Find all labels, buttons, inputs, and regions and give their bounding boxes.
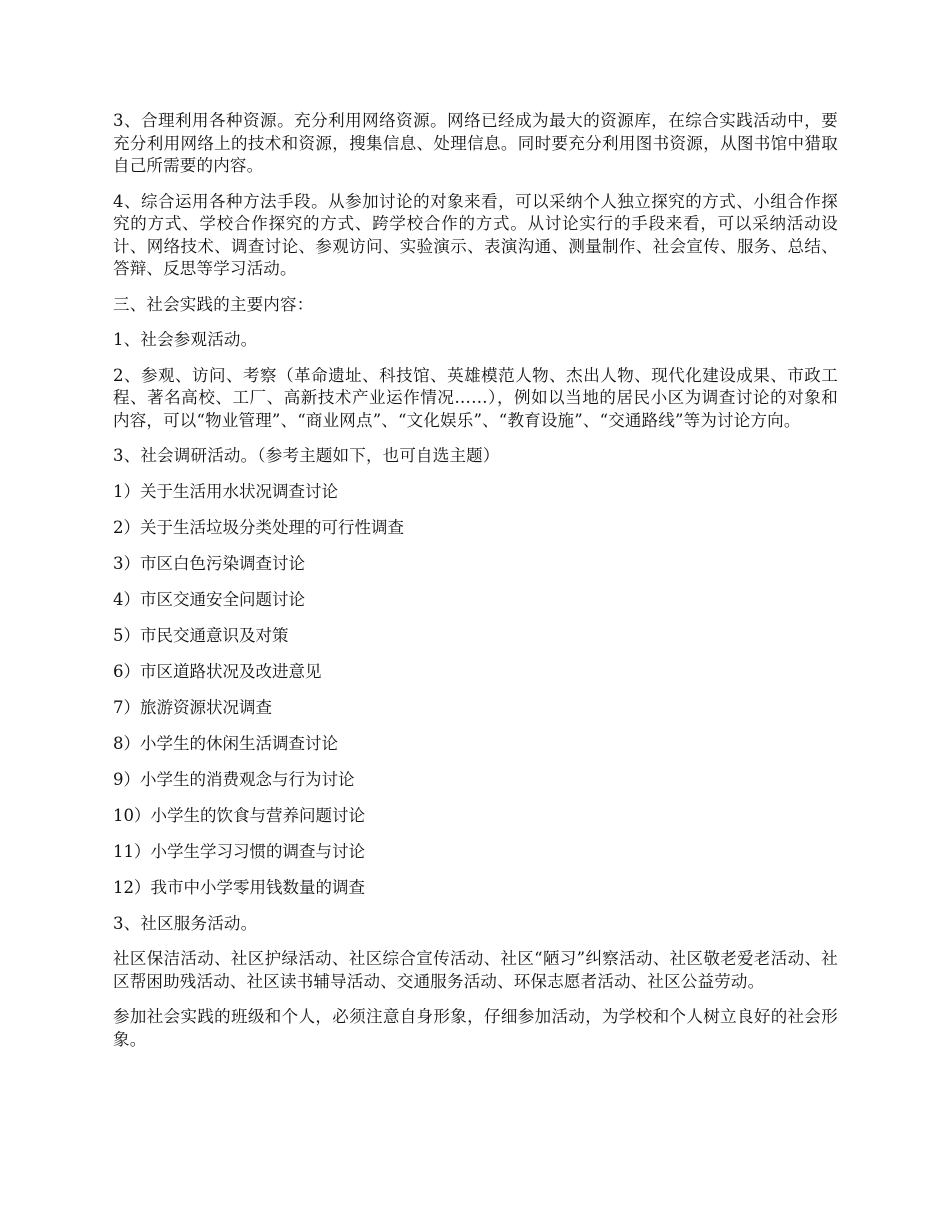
paragraph-community-service: 3、社区服务活动。 [113,913,258,933]
list-item: 1）关于生活用水状况调查讨论 [113,481,338,501]
list-item: 7）旅游资源状况调查 [113,697,272,717]
list-item: 2）关于生活垃圾分类处理的可行性调查 [113,517,404,537]
list-item: 11）小学生学习习惯的调查与讨论 [113,841,365,861]
list-item: 5）市民交通意识及对策 [113,625,289,645]
list-item: 10）小学生的饮食与营养问题讨论 [113,805,365,825]
list-item: 6）市区道路状况及改进意见 [113,661,322,681]
paragraph-social-visit: 1、社会参观活动。 [113,330,258,349]
list-item: 3）市区白色污染调查讨论 [113,553,305,573]
list-item: 9）小学生的消费观念与行为讨论 [113,769,355,789]
paragraph-community-activities: 社区保洁活动、社区护绿活动、社区综合宣传活动、社区“陋习”纠察活动、社区敬老爱老活动、社区帮困助残活动、社区读书辅导活动、交通服务活动、环保志愿者活动、社区公益劳动。 [113,949,838,991]
paragraph-methods: 4、综合运用各种方法手段。从参加讨论的对象来看，可以采纳个人独立探究的方式、小组合作探究的方式、学校合作探究的方式、跨学校合作的方式。从讨论实行的手段来看，可以采纳活动设计、网络技术、调查讨论、参观访问、实验演示、表演沟通、测量制作、社会宣传、服务、总结、答辩、反思等学习活动。 [113,191,838,278]
paragraph-research-activity: 3、社会调研活动。（参考主题如下，也可自选主题） [113,446,500,465]
paragraph-closing-note: 参加社会实践的班级和个人，必须注意自身形象，仔细参加活动，为学校和个人树立良好的社会形象。 [113,1007,838,1049]
paragraph-resources: 3、合理利用各种资源。充分利用网络资源。网络已经成为最大的资源库，在综合实践活动中，要充分利用网络上的技术和资源，搜集信息、处理信息。同时要充分利用图书资源，从图书馆中猎取自己所需要的内容。 [113,111,838,175]
topic-list [113,481,838,900]
section-heading-main-content: 三、社会实践的主要内容： [113,294,314,314]
paragraph-visit-details: 2、参观、访问、考察（革命遗址、科技馆、英雄模范人物、杰出人物、现代化建设成果、市政工程、著名高校、工厂、高新技术产业运作情况……），例如以当地的居民小区为调查讨论的对象和内容，可以“物业管理”、“商业网点”、“文化娱乐”、“教育设施”、“交通路线”等为讨论方向。 [113,365,838,430]
list-item: 4）市区交通安全问题讨论 [113,589,305,609]
list-item: 12）我市中小学零用钱数量的调查 [113,877,365,897]
list-item: 8）小学生的休闲生活调查讨论 [113,733,338,753]
